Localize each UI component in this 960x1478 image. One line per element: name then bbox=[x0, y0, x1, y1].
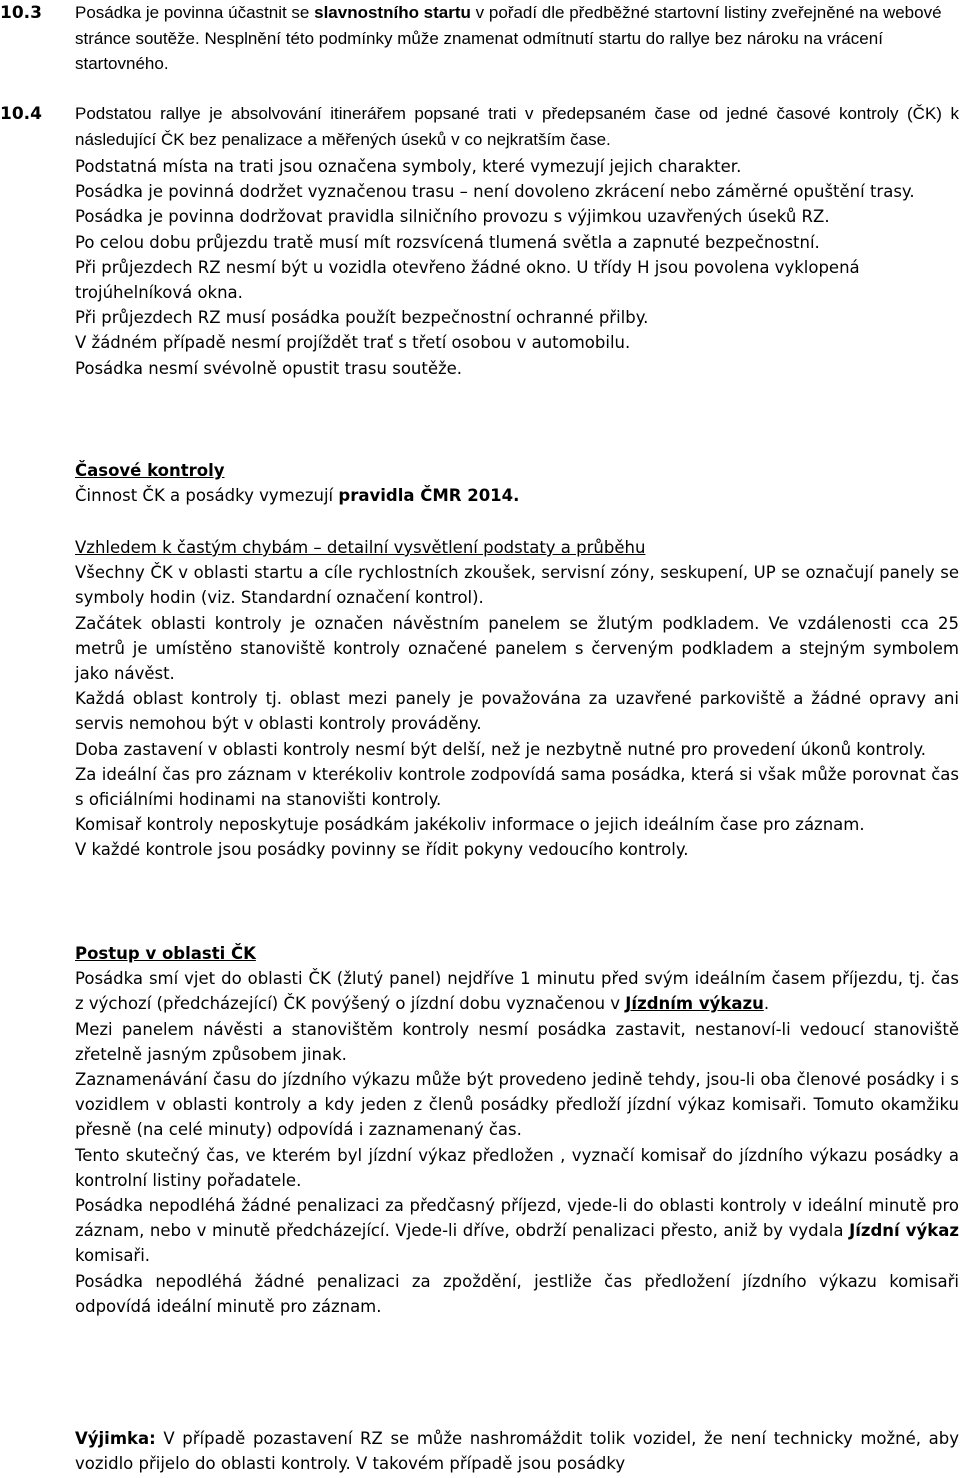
paragraph: Podstatná místa na trati jsou označena symboly, které vymezují jejich charakter. bbox=[75, 157, 742, 176]
bold-term-jizdni-vykaz: Jízdní výkaz bbox=[849, 1221, 959, 1241]
paragraph: V každé kontrole jsou posádky povinny se řídit pokyny vedoucího kontroly. bbox=[75, 840, 689, 860]
bold-term-jizdni-vykaz: Jízdním výkazu bbox=[625, 994, 764, 1014]
section-10-3-text bbox=[75, 0, 959, 77]
paragraph: Při průjezdech RZ musí posádka použít bezpečnostní ochranné přilby. bbox=[75, 308, 649, 328]
text-run: Posádka smí vjet do oblasti ČK (žlutý panel) nejdříve 1 minutu před svým ideálním časem příjezdu, tj. čas z výchozí (předcházející) ČK povýšený o jízdní dobu vyznačenou v bbox=[75, 969, 959, 1014]
paragraph: Tento skutečný čas, ve kterém byl jízdní výkaz předložen , vyznačí komisař do jízdního výkazu posádky a kontrolní listiny pořadatele. bbox=[75, 1145, 959, 1190]
section-casove-kontroly bbox=[75, 458, 959, 508]
paragraph bbox=[75, 0, 959, 77]
paragraph: Každá oblast kontroly tj. oblast mezi panely je považována za uzavřené parkoviště a žádné opravy ani servis nemohou být v oblasti kontroly prováděny. bbox=[75, 689, 959, 734]
bold-term-pravidla: pravidla ČMR 2014. bbox=[338, 486, 520, 506]
text-run: . bbox=[763, 994, 770, 1014]
paragraph: Komisař kontroly neposkytuje posádkám jakékoliv informace o jejich ideálním čase pro záznam. bbox=[75, 815, 865, 835]
section-10-4-rules bbox=[75, 154, 959, 381]
section-vyjimka bbox=[75, 1426, 959, 1476]
bold-term-slavnostni-start: slavnostního startu bbox=[314, 3, 471, 22]
paragraph bbox=[75, 966, 959, 1016]
text-run: komisaři. bbox=[75, 1246, 151, 1266]
paragraph: Posádka je povinna dodržovat pravidla silničního provozu s výjimkou uzavřených úseků RZ. bbox=[75, 207, 830, 227]
section-number-10-4: 10.4 bbox=[0, 104, 42, 124]
paragraph bbox=[75, 1426, 959, 1476]
paragraph: Všechny ČK v oblasti startu a cíle rychlostních zkoušek, servisní zóny, seskupení, UP se označují panely se symboly hodin (viz. Standardní označení kontrol). bbox=[75, 563, 959, 608]
paragraph: Podstatou rallye je absolvování itinerářem popsané trati v předepsaném čase od jedné časové kontroly (ČK) k následující ČK bez penalizace a měřených úseků v co nejkratším čase. bbox=[75, 104, 959, 149]
paragraph: Mezi panelem návěsti a stanovištěm kontroly nesmí posádka zastavit, nestanoví-li vedoucí stanoviště zřetelně jasným způsobem jinak. bbox=[75, 1019, 959, 1064]
paragraph: Zaznamenávání času do jízdního výkazu může být provedeno jedině tehdy, jsou-li oba členové posádky i s vozidlem v oblasti kontroly a kdy jeden z členů posádky předloží jízdní výkaz komisaři. Tomuto okamžiku přesně (na celé minuty) odpovídá i zaznamenaný čas. bbox=[75, 1070, 959, 1140]
text-run: Posádka nepodléhá žádné penalizaci za předčasný příjezd, vjede-li do oblasti kontroly v ideální minutě pro záznam, nebo v minutě předcházející. Vjede-li dříve, obdrží penalizaci přesto, aniž by vydala bbox=[75, 1196, 959, 1241]
text-run: V případě pozastavení RZ se může nashromáždit tolik vozidel, že není technicky možné, aby vozidlo přijelo do oblasti kontroly. V takovém případě jsou posádky bbox=[75, 1429, 959, 1474]
paragraph: Doba zastavení v oblasti kontroly nesmí být delší, než je nezbytně nutné pro provedení úkonů kontroly. bbox=[75, 739, 927, 759]
section-number-10-3: 10.3 bbox=[0, 3, 42, 23]
section-heading: Postup v oblasti ČK bbox=[75, 944, 256, 963]
paragraph: Posádka nesmí svévolně opustit trasu soutěže. bbox=[75, 358, 463, 378]
paragraph: V žádném případě nesmí projíždět trať s třetí osobou v automobilu. bbox=[75, 333, 631, 353]
paragraph: Při průjezdech RZ nesmí být u vozidla otevřeno žádné okno. U třídy H jsou povolena vyklopená trojúhelníková okna. bbox=[75, 257, 860, 303]
paragraph bbox=[75, 1193, 959, 1269]
text-run: Posádka je povinna účastnit se bbox=[75, 3, 315, 22]
paragraph: Posádka je povinná dodržet vyznačenou trasu – není dovoleno zkrácení nebo záměrné opuštění trasy. bbox=[75, 182, 915, 202]
paragraph: Za ideální čas pro záznam v kterékoliv kontrole zodpovídá sama posádka, která si však může porovnat čas s oficiálními hodinami na stanovišti kontroly. bbox=[75, 764, 959, 810]
text-run: v pořadí dle předběžné startovní listiny zveřejněné na webové stránce soutěže. Nesplnění této podmínky může znamenat odmítnutí startu do rallye bez nároku na vrácení startovného. bbox=[75, 3, 942, 73]
paragraph: Posádka nepodléhá žádné penalizaci za zpoždění, jestliže čas předložení jízdního výkazu komisaři odpovídá ideální minutě pro záznam. bbox=[75, 1271, 959, 1316]
section-heading: Vzhledem k častým chybám – detailní vysvětlení podstaty a průběhu bbox=[75, 538, 646, 557]
section-heading: Časové kontroly bbox=[75, 461, 225, 480]
paragraph: Začátek oblasti kontroly je označen návěstním panelem se žlutým podkladem. Ve vzdálenosti cca 25 metrů je umístěno stanoviště kontroly označené panelem s červeným podkladem a stejným symbolem jako návěst. bbox=[75, 613, 959, 684]
exception-label: Výjimka: bbox=[75, 1429, 156, 1448]
paragraph: Po celou dobu průjezdu tratě musí mít rozsvícená tlumená světla a zapnuté bezpečnostní. bbox=[75, 232, 820, 252]
section-postup bbox=[75, 941, 959, 1319]
paragraph bbox=[75, 483, 959, 508]
section-10-4-text bbox=[75, 101, 959, 152]
section-vzhledem bbox=[75, 535, 959, 863]
text-run: Činnost ČK a posádky vymezují bbox=[75, 486, 339, 506]
